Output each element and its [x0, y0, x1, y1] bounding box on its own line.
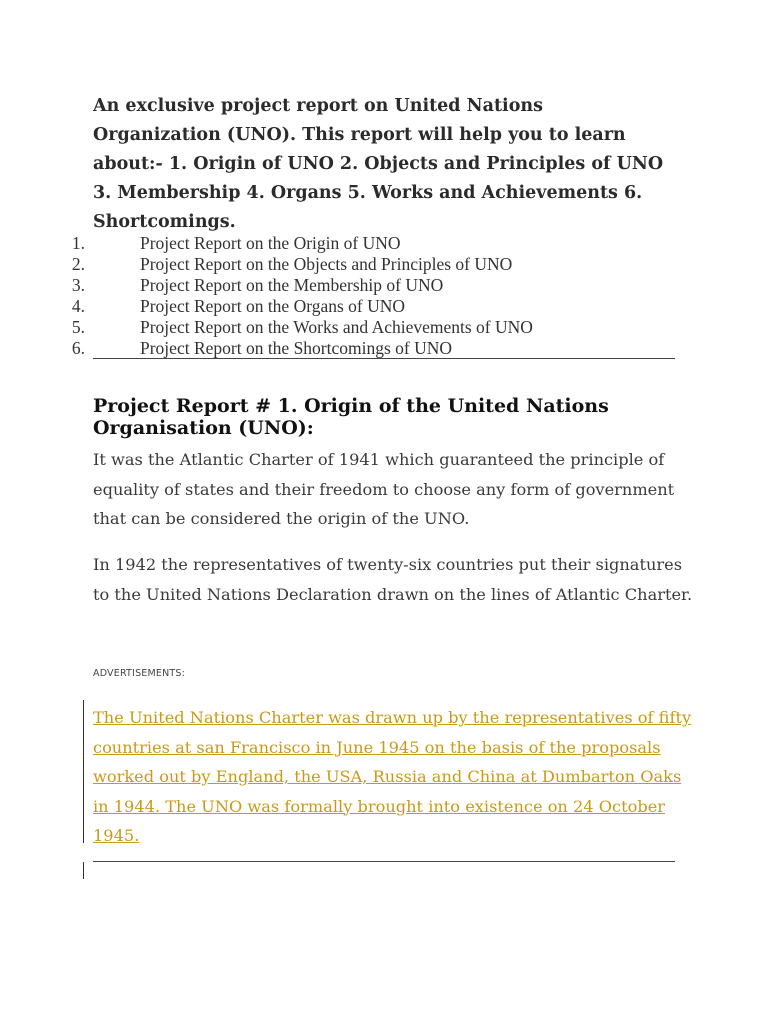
section-heading: Project Report # 1. Origin of the United Nations Organisation (UNO):: [93, 395, 609, 439]
text-cursor-bar: [83, 862, 84, 879]
toc-item[interactable]: [60, 317, 675, 338]
toc-number: 2.: [71, 254, 85, 274]
toc-number: 4.: [71, 296, 85, 316]
table-of-contents: [60, 233, 675, 359]
toc-link[interactable]: Project Report on the Works and Achievements of UNO: [140, 317, 533, 337]
toc-item[interactable]: [60, 254, 675, 275]
toc-number: 1.: [71, 233, 85, 253]
toc-item[interactable]: [60, 233, 675, 254]
toc-item[interactable]: [60, 275, 675, 296]
toc-link[interactable]: Project Report on the Shortcomings of UNO: [140, 338, 453, 358]
body-paragraph: It was the Atlantic Charter of 1941 which guaranteed the principle of equality of states and their freedom to choose any form of government that can be considered the origin of the UNO.: [93, 450, 675, 528]
toc-number: 5.: [71, 317, 85, 337]
text-cursor-bar: [83, 700, 84, 843]
body-paragraph: In 1942 the representatives of twenty-six countries put their signatures to the United Nations Declaration drawn on the lines of Atlantic Charter.: [93, 555, 693, 604]
divider-line: [93, 358, 675, 359]
toc-link[interactable]: Project Report on the Objects and Principles of UNO: [140, 254, 513, 274]
divider-line: [93, 861, 675, 862]
toc-item[interactable]: [60, 338, 675, 359]
toc-number: 3.: [71, 275, 85, 295]
toc-item[interactable]: [60, 296, 675, 317]
toc-link[interactable]: Project Report on the Organs of UNO: [140, 296, 406, 316]
toc-link[interactable]: Project Report on the Membership of UNO: [140, 275, 444, 295]
intro-paragraph: An exclusive project report on United Nations Organization (UNO). This report will help you to learn about:- 1. Origin of UNO 2. Objects and Principles of UNO 3. Membership 4. Organs 5. Works and Achievements 6. Shortcomings.: [93, 96, 664, 232]
toc-link[interactable]: Project Report on the Origin of UNO: [140, 233, 401, 253]
advertisements-label: ADVERTISEMENTS:: [93, 668, 186, 679]
linked-paragraph[interactable]: The United Nations Charter was drawn up by the representatives of fifty countries at san Francisco in June 1945 on the basis of the proposals worked out by England, the USA, Russia and China at Dumbarton Oaks in 1944. The UNO was formally brought into existence on 24 October 1945.: [93, 708, 692, 845]
toc-number: 6.: [71, 338, 85, 358]
